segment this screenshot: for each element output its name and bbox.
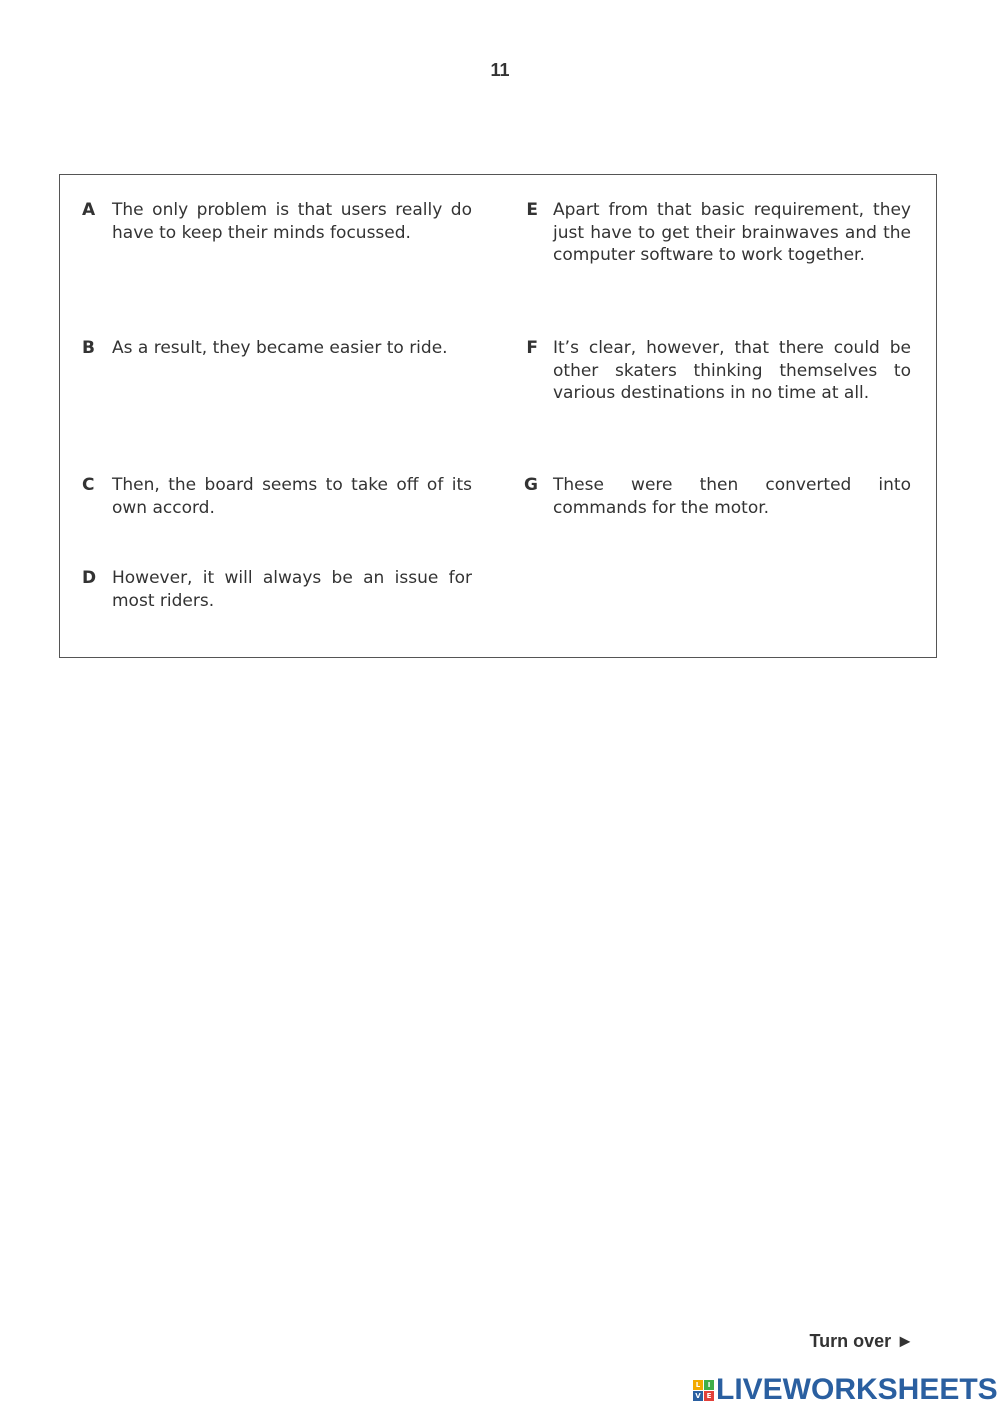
brand-logo-icon: L I V E xyxy=(693,1380,714,1401)
option-letter: G xyxy=(524,475,538,495)
option-letter: F xyxy=(526,338,538,358)
option-text: These were then converted into commands for the motor. xyxy=(553,475,911,518)
option-text: It’s clear, however, that there could be other skaters thinking themselves to various destinations in no time at all. xyxy=(553,338,911,403)
option-text: Apart from that basic requirement, they just have to get their brainwaves and the computer software to work together. xyxy=(553,200,911,265)
option-text: The only problem is that users really do have to keep their minds focussed. xyxy=(112,200,472,243)
option-text: As a result, they became easier to ride. xyxy=(112,338,448,358)
brand-watermark xyxy=(693,1374,998,1406)
turn-over-label: Turn over ► xyxy=(809,1331,914,1351)
option-letter: D xyxy=(82,568,97,588)
option-letter: E xyxy=(526,200,538,220)
option-text: Then, the board seems to take off of its own accord. xyxy=(112,475,472,518)
option-letter: C xyxy=(82,475,95,495)
option-text: However, it will always be an issue for most riders. xyxy=(112,568,472,611)
option-letter: A xyxy=(82,200,96,220)
option-letter: B xyxy=(82,338,95,358)
page-number: 11 xyxy=(490,60,510,80)
brand-name: LIVEWORKSHEETS xyxy=(716,1373,998,1406)
options-box xyxy=(59,174,937,658)
